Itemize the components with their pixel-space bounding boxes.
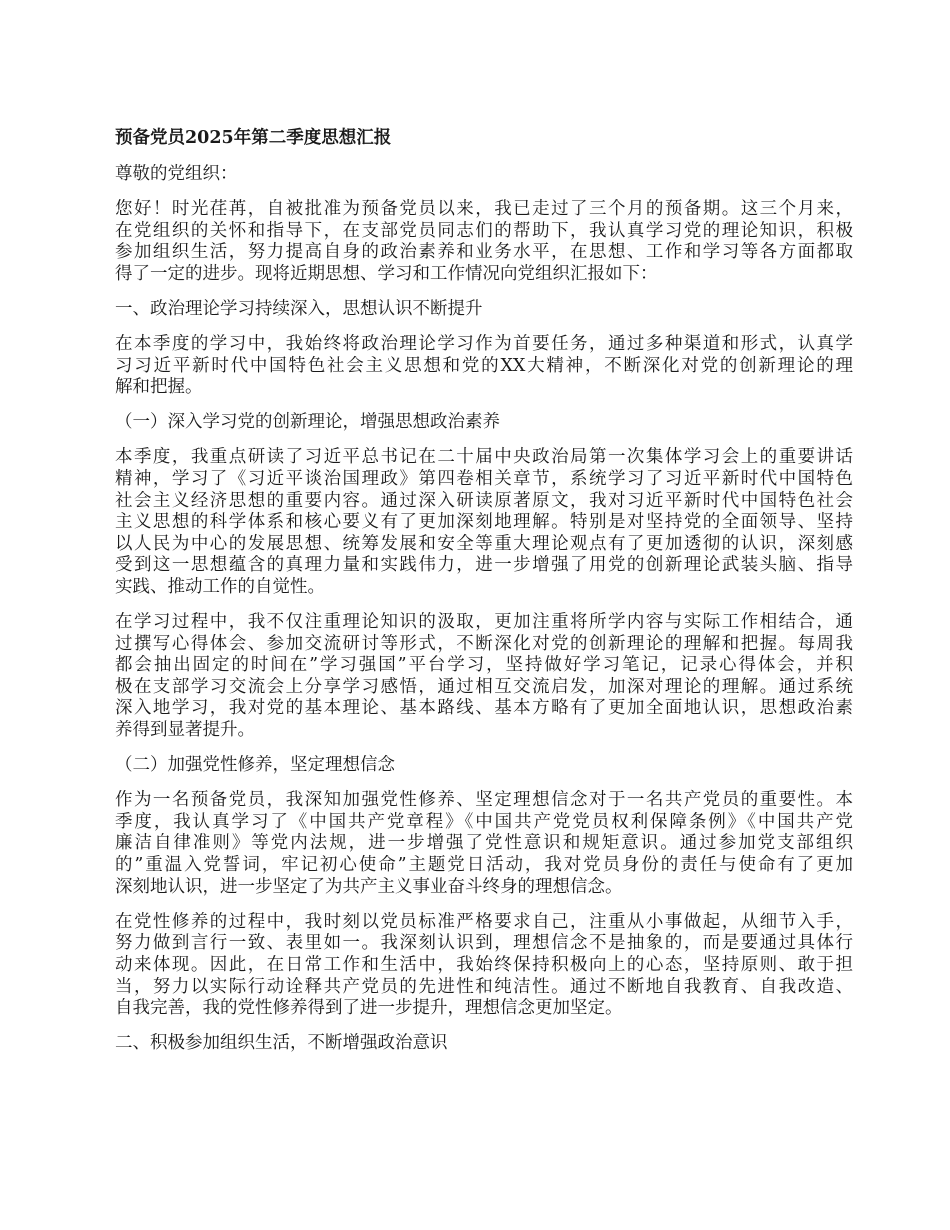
text-line: 深入地学习，我对党的基本理论、基本路线、基本方略有了更加全面地认识，思想政治素 xyxy=(115,698,853,719)
text-line: 一、政治理论学习持续深入，思想认识不断提升 xyxy=(115,298,483,319)
text-line: 都会抽出固定的时间在”学习强国”平台学习，坚持做好学习笔记，记录心得体会，并积 xyxy=(115,655,853,676)
paragraph xyxy=(115,334,853,399)
paragraph xyxy=(115,447,853,598)
text-line: 过撰写心得体会、参加交流研讨等形式，不断深化对党的创新理论的理解和把握。每周我 xyxy=(115,633,853,654)
text-line: 实践、推动工作的自觉性。 xyxy=(115,577,325,597)
heading xyxy=(115,299,853,321)
text-line: 在党性修养的过程中，我时刻以党员标准严格要求自己，注重从小事做起，从细节入手， xyxy=(115,911,853,932)
text-line: （一）深入学习党的创新理论，增强思想政治素养 xyxy=(115,412,500,433)
text-line: 习习近平新时代中国特色社会主义思想和党的XX大精神，不断深化对党的创新理论的理 xyxy=(115,355,853,376)
text-line: 本季度，我重点研读了习近平总书记在二十届中央政治局第一次集体学习会上的重要讲话 xyxy=(115,447,853,468)
text-line: 在本季度的学习中，我始终将政治理论学习作为首要任务，通过多种渠道和形式，认真学 xyxy=(115,334,853,355)
text-line: 廉洁自律准则》等党内法规，进一步增强了党性意识和规矩意识。通过参加党支部组织 xyxy=(115,833,853,854)
paragraph xyxy=(115,612,853,742)
document-page xyxy=(115,127,853,1068)
text-line: 季度，我认真学习了《中国共产党章程》《中国共产党党员权利保障条例》《中国共产党 xyxy=(115,811,853,832)
document-title: 预备党员2025年第二季度思想汇报 xyxy=(115,128,392,148)
text-line: 动来体现。因此，在日常工作和生活中，我始终保持积极向上的心态，坚持原则、敢于担 xyxy=(115,954,853,975)
text-line: （二）加强党性修养，坚定理想信念 xyxy=(115,755,395,776)
text-line: 养得到显著提升。 xyxy=(115,720,255,741)
paragraph xyxy=(115,790,853,898)
text-line: 努力做到言行一致、表里如一。我深刻认识到，理想信念不是抽象的，而是要通过具体行 xyxy=(115,933,853,954)
text-line: 自我完善，我的党性修养得到了进一步提升，理想信念更加坚定。 xyxy=(115,998,623,1019)
text-line: 得了一定的进步。现将近期思想、学习和工作情况向党组织汇报如下： xyxy=(115,263,658,284)
text-line: 深刻地认识，进一步坚定了为共产主义事业奋斗终身的理想信念。 xyxy=(115,876,623,897)
text-line: 作为一名预备党员，我深知加强党性修养、坚定理想信念对于一名共产党员的重要性。本 xyxy=(115,790,853,811)
paragraph xyxy=(115,912,853,1020)
text-line: 参加组织生活，努力提高自身的政治素养和业务水平，在思想、工作和学习等各方面都取 xyxy=(115,242,853,263)
text-line: 极在支部学习交流会上分享学习感悟，通过相互交流启发，加深对理论的理解。通过系统 xyxy=(115,676,853,697)
subheading xyxy=(115,412,853,434)
document-body xyxy=(115,164,853,1055)
text-line: 二、积极参加组织生活，不断增强政治意识 xyxy=(115,1033,448,1054)
text-line: 以人民为中心的发展思想、统筹发展和安全等重大理论观点有了更加透彻的认识，深刻感 xyxy=(115,533,853,554)
subheading xyxy=(115,755,853,777)
text-line: 您好！时光荏苒，自被批准为预备党员以来，我已走过了三个月的预备期。这三个月来， xyxy=(115,199,853,220)
text-line: 解和把握。 xyxy=(115,377,203,398)
paragraph xyxy=(115,199,853,285)
text-line: 社会主义经济思想的重要内容。通过深入研读原著原文，我对习近平新时代中国特色社会 xyxy=(115,490,853,511)
text-line: 在党组织的关怀和指导下，在支部党员同志们的帮助下，我认真学习党的理论知识，积极 xyxy=(115,220,853,241)
salutation xyxy=(115,164,853,186)
text-line: 主义思想的科学体系和核心要义有了更加深刻地理解。特别是对坚持党的全面领导、坚持 xyxy=(115,512,853,533)
heading xyxy=(115,1033,853,1055)
text-line: 受到这一思想蕴含的真理力量和实践伟力，进一步增强了用党的创新理论武装头脑、指导 xyxy=(115,555,853,576)
text-line: 尊敬的党组织： xyxy=(115,164,238,184)
text-line: 当，努力以实际行动诠释共产党员的先进性和纯洁性。通过不断地自我教育、自我改造、 xyxy=(115,976,853,997)
text-line: 的”重温入党誓词，牢记初心使命”主题党日活动，我对党员身份的责任与使命有了更加 xyxy=(115,855,853,876)
text-line: 在学习过程中，我不仅注重理论知识的汲取，更加注重将所学内容与实际工作相结合，通 xyxy=(115,612,853,633)
text-line: 精神，学习了《习近平谈治国理政》第四卷相关章节，系统学习了习近平新时代中国特色 xyxy=(115,469,853,490)
